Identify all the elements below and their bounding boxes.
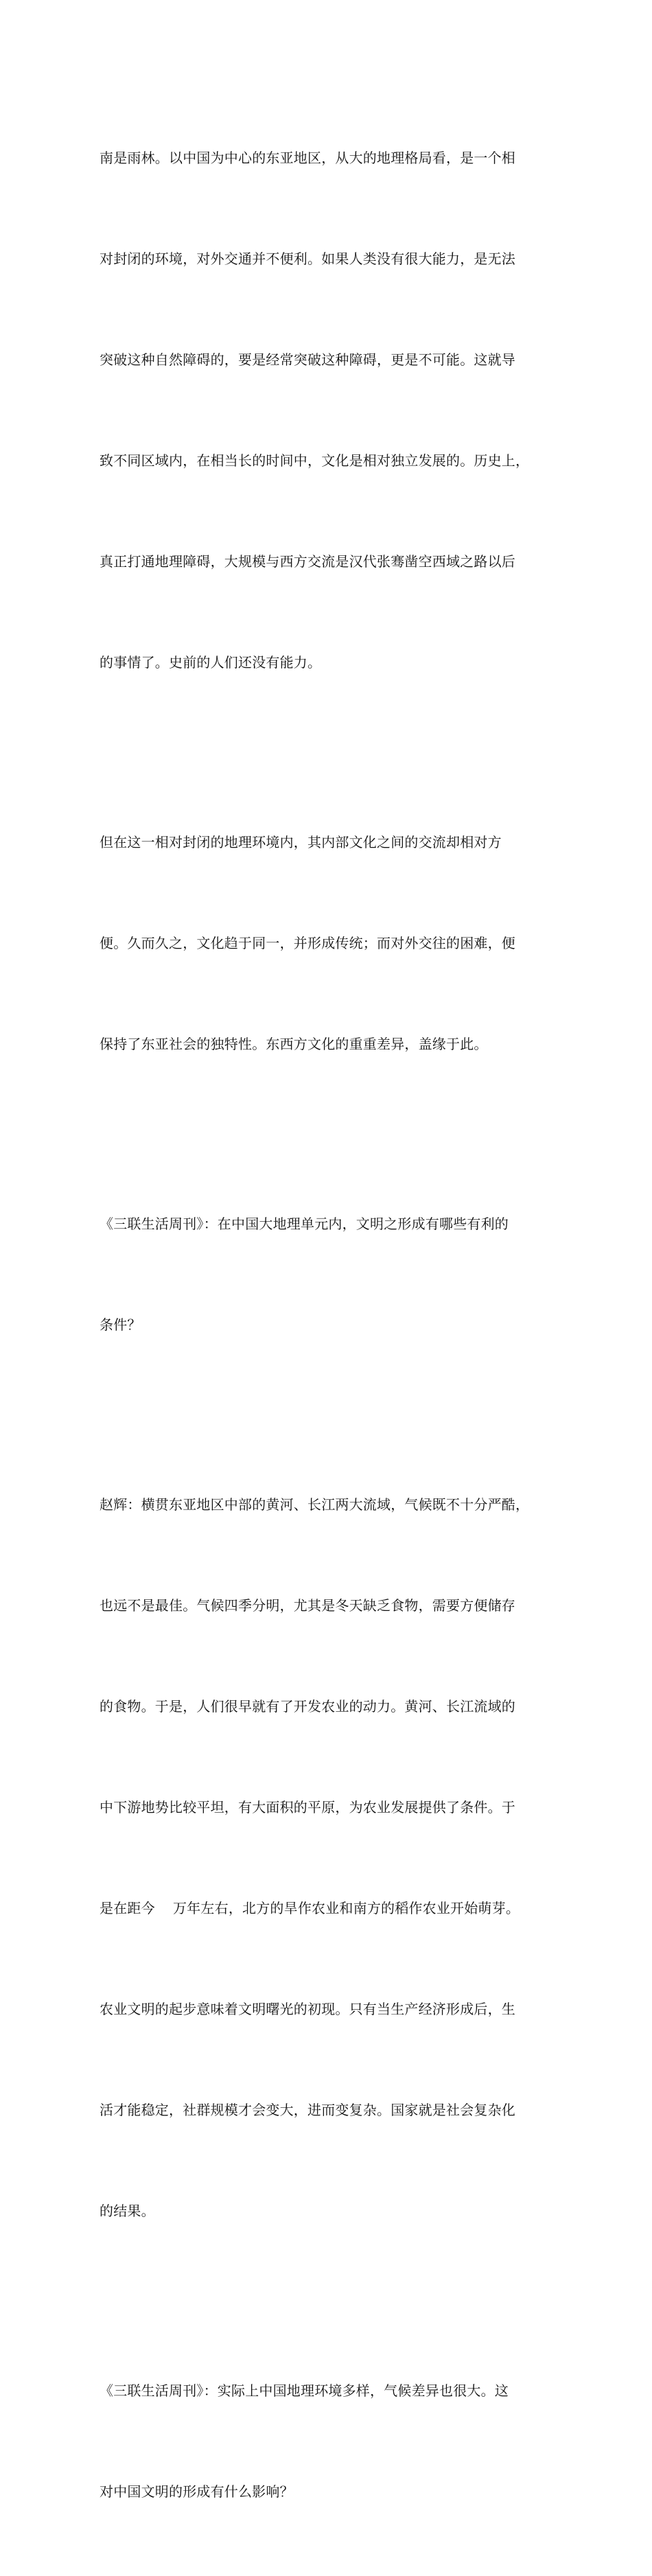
text-line: 保持了东亚社会的独特性。东西方文化的重重差异，盖缘于此。 bbox=[100, 1036, 488, 1052]
paragraph-answer-zhao-hui bbox=[100, 1421, 553, 2295]
text-line: 但在这一相对封闭的地理环境内，其内部文化之间的交流却相对方 bbox=[100, 834, 502, 850]
paragraph-question-favorable-conditions bbox=[100, 1140, 553, 1409]
text-line: 的结果。 bbox=[100, 2203, 155, 2219]
text-line: 赵辉：横贯东亚地区中部的黄河、长江两大流域，气候既不十分严酷， bbox=[100, 1496, 530, 1513]
text-line: 的事情了。史前的人们还没有能力。 bbox=[100, 654, 322, 671]
text-line: 农业文明的起步意味着文明曙光的初现。只有当生产经济形成后，生 bbox=[100, 2001, 515, 2017]
text-line: 也远不是最佳。气候四季分明，尤其是冬天缺乏食物，需要方便储存 bbox=[100, 1597, 515, 1614]
text-line: 活才能稳定，社群规模才会变大，进而变复杂。国家就是社会复杂化 bbox=[100, 2102, 515, 2118]
paragraph-question-climate-diversity bbox=[100, 2307, 553, 2576]
text-line: 突破这种自然障碍的，要是经常突破这种障碍，更是不可能。这就导 bbox=[100, 351, 515, 368]
text-line: 中下游地势比较平坦，有大面积的平原，为农业发展提供了条件。于 bbox=[100, 1799, 515, 1815]
text-line: 真正打通地理障碍，大规模与西方交流是汉代张骞凿空西域之路以后 bbox=[100, 553, 515, 570]
text-line: 《三联生活周刊》：实际上中国地理环境多样，气候差异也很大。这 bbox=[100, 2382, 509, 2399]
text-line: 的食物。于是，人们很早就有了开发农业的动力。黄河、长江流域的 bbox=[100, 1698, 515, 1715]
text-line: 南是雨林。以中国为中心的东亚地区，从大的地理格局看，是一个相 bbox=[100, 150, 515, 166]
text-line: 《三联生活周刊》：在中国大地理单元内，文明之形成有哪些有利的 bbox=[100, 1216, 509, 1232]
text-line: 便。久而久之，文化趋于同一，并形成传统；而对外交往的困难，便 bbox=[100, 935, 515, 951]
text-line: 条件？ bbox=[100, 1316, 141, 1333]
text-line: 是在距今 万年左右，北方的旱作农业和南方的稻作农业开始萌芽。 bbox=[100, 1900, 520, 1916]
text-line: 对中国文明的形成有什么影响？ bbox=[100, 2483, 294, 2500]
text-line: 对封闭的环境，对外交通并不便利。如果人类没有很大能力，是无法 bbox=[100, 251, 515, 267]
text-line: 致不同区域内，在相当长的时间中，文化是相对独立发展的。历史上， bbox=[100, 452, 530, 469]
paragraph-internal-exchange bbox=[100, 758, 553, 1128]
paragraph-geography-isolation bbox=[100, 74, 553, 747]
